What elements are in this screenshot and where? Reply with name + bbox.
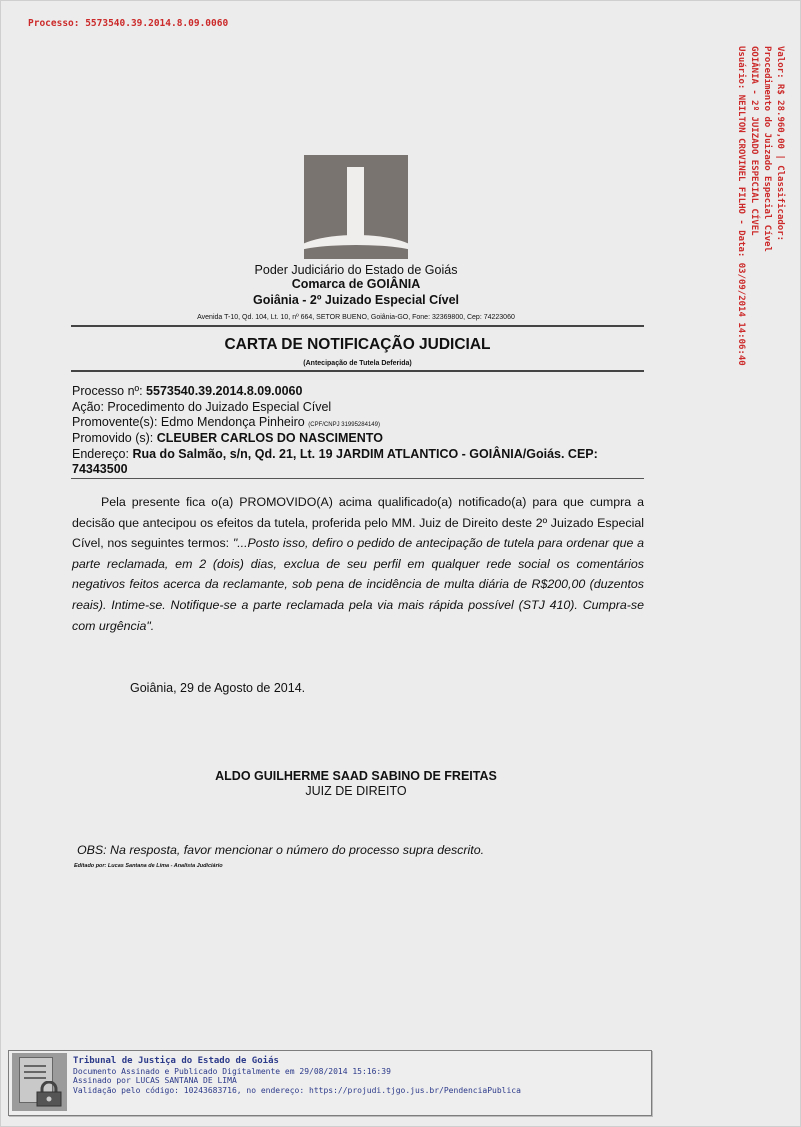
document-icon-line [24, 1077, 46, 1079]
field-processo-value: 5573540.39.2014.8.09.0060 [146, 384, 303, 398]
field-promovente-cpf: (CPF/CNPJ 31995284149) [308, 422, 380, 428]
notification-body [72, 492, 644, 636]
field-promovente [72, 415, 380, 429]
field-processo [72, 384, 302, 398]
document-title: CARTA DE NOTIFICAÇÃO JUDICIAL [224, 336, 491, 353]
stamp-title: Tribunal de Justiça do Estado de Goiás [73, 1056, 279, 1066]
field-endereco-cep-value: 74343500 [72, 462, 128, 476]
field-promovido-value: CLEUBER CARLOS DO NASCIMENTO [156, 431, 383, 445]
divider-fields [71, 478, 644, 479]
side-meta-line-2: Procedimento do Juizado Especial Cível [762, 46, 772, 252]
lock-icon [34, 1081, 64, 1107]
document-icon-line [24, 1071, 46, 1073]
divider-top [71, 325, 644, 327]
court-logo [304, 155, 408, 259]
document-icon-line [24, 1065, 46, 1067]
stamp-text [73, 1057, 521, 1095]
observation-note: OBS: Na resposta, favor mencionar o número do processo supra descrito. [77, 843, 485, 857]
document-subtitle: (Antecipação de Tutela Deferida) [303, 360, 412, 367]
stamp-line-3: Validação pelo código: 10243683716, no endereço: https://projudi.tjgo.jus.br/PendenciaPublica [73, 1085, 521, 1095]
logo-pillar [347, 167, 364, 239]
field-endereco-cep [72, 462, 128, 476]
field-acao: Ação: Procedimento do Juizado Especial Cível [72, 400, 332, 414]
digital-signature-stamp [8, 1050, 652, 1116]
field-endereco [72, 447, 598, 461]
field-processo-label: Processo nº: [72, 384, 147, 398]
signature-name: ALDO GUILHERME SAAD SABINO DE FREITAS [215, 769, 497, 783]
side-meta-line-4: Usuário: NEILTON CROVINEL FILHO - Data: 03/09/2014 14:06:40 [736, 46, 746, 366]
logo-arc [304, 235, 408, 259]
letterhead-line-1: Poder Judiciário do Estado de Goiás [254, 263, 458, 277]
letterhead-address: Avenida T-10, Qd. 104, Lt. 10, nº 664, SETOR BUENO, Goiânia-GO, Fone: 32369800, Cep: 74223060 [197, 314, 515, 321]
side-meta-line-1: Valor: R$ 28.960,00 | Classificador: [775, 46, 785, 242]
field-promovido [72, 431, 383, 445]
field-endereco-value: Rua do Salmão, s/n, Qd. 21, Lt. 19 JARDIM ATLANTICO - GOIÂNIA/Goiás. CEP: [132, 447, 598, 461]
divider-title [71, 370, 644, 372]
field-promovido-label: Promovido (s): [72, 431, 157, 445]
stamp-line-2: Assinado por LUCAS SANTANA DE LIMA [73, 1076, 237, 1085]
process-watermark: Processo: 5573540.39.2014.8.09.0060 [28, 18, 229, 29]
field-promovente-label: Promovente(s): Edmo Mendonça Pinheiro [72, 415, 305, 429]
side-meta-line-3: GOIÂNIA - 2º JUIZADO ESPECIAL CÍVEL [749, 46, 759, 236]
field-endereco-label: Endereço: [72, 447, 133, 461]
date-line: Goiânia, 29 de Agosto de 2014. [130, 681, 306, 695]
letterhead-line-2: Comarca de GOIÂNIA [291, 277, 421, 291]
letterhead-line-3: Goiânia - 2º Juizado Especial Cível [252, 293, 460, 307]
body-quoted-decision: "...Posto isso, defiro o pedido de antecipação de tutela para ordenar que a parte reclamada, em 2 (dois) dias, exclua de seu perfil em qualquer rede social os comentários negativos feitos acerca da reclamante, sob pena de incidência de multa diária de R$200,00 (duzentos reais). Intime-se. Notifique-se a parte reclamada pela via mais rápida possível (STJ 410). Cumpra-se com urgência". [72, 536, 644, 633]
body-plain-text: Pela presente fica o(a) PROMOVIDO(A) acima qualificado(a) notificado(a) para que cumpra a decisão que antecipou os efeitos da tutela, proferida pelo MM. Juiz de Direito deste 2º Juizado Especial Cível, nos seguintes termos: [72, 495, 644, 551]
stamp-line-1: Documento Assinado e Publicado Digitalmente em 29/08/2014 15:16:39 [73, 1066, 391, 1076]
editor-credit: Editado por: Lucas Santana de Lima - Analista Judiciário [74, 863, 223, 869]
signature-role: JUIZ DE DIREITO [305, 784, 407, 798]
side-metadata [733, 46, 793, 406]
signed-document-lock-icon [12, 1053, 67, 1111]
